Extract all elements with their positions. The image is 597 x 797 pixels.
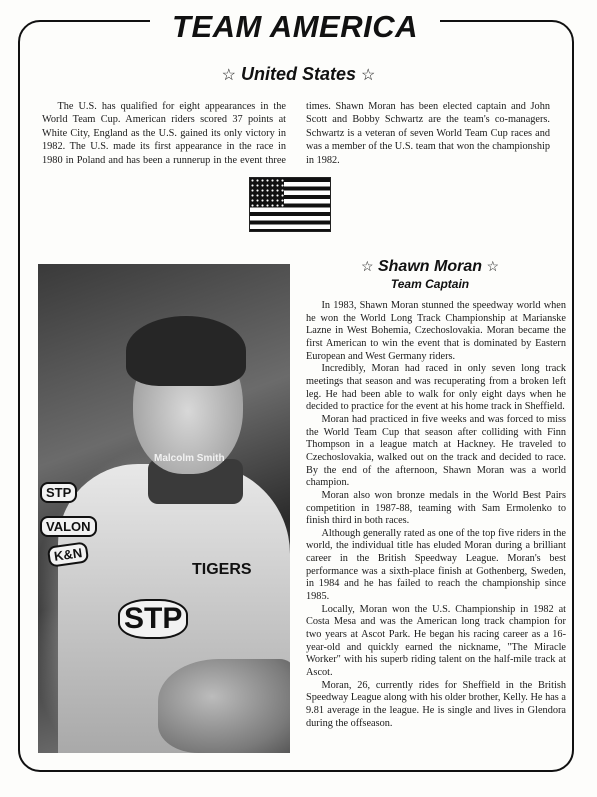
country-heading-text: United States xyxy=(240,64,357,84)
star-icon: ☆ xyxy=(360,258,374,274)
bio-paragraph: Moran had practiced in five weeks and was forced to miss the World Team Cup that season after colliding with Finn Thompson in a league match at Hackney. He traveled to Czechoslovakia, walked out on the track and decided to race. By the end of the afternoon, Shawn Moran was a world champion. xyxy=(306,413,566,489)
us-flag-icon xyxy=(249,177,331,232)
star-icon: ☆ xyxy=(221,67,236,84)
star-icon: ☆ xyxy=(361,67,376,84)
sponsor-logo: VALON xyxy=(40,516,97,537)
rider-hair xyxy=(126,316,246,386)
bio-paragraph: In 1983, Shawn Moran stunned the speedway world when he won the World Long Track Championship at Marianske Lazne in West Bohemia, Czechoslovakia. Moran became the first American to win the event that is dominated by Eastern European and West Germany riders. xyxy=(306,300,566,362)
profile-name-text: Shawn Moran xyxy=(377,258,482,275)
intro-paragraph: The U.S. has qualified for eight appearances in the World Team Cup. American riders scored 37 points at White City, England as the U.S. gained its only victory in 1982. The U.S. made its first appearance in the race in 1980 in Poland and has been a runnerup in the event three times. Shawn Moran has been elected captain and John Scott and Bobby Schwartz are the team's co-managers. Schwartz is a veteran of seven World Team Cup races and was a member of the U.S. team that won the championship in 1982. xyxy=(42,101,550,166)
helmet xyxy=(158,659,290,753)
intro-text xyxy=(42,100,550,167)
profile-name xyxy=(300,258,560,276)
bio-paragraph: Although generally rated as one of the top five riders in the world, the individual title has eluded Moran during a brilliant career in the British Speedway League. Moran's best performance was a sixth-place finish at Gothenberg, Sweden, in 1984 and he has failed to reach the championship since 1985. xyxy=(306,527,566,603)
sponsor-logo: TIGERS xyxy=(192,561,252,578)
bio-paragraph: Locally, Moran won the U.S. Championship in 1982 at Costa Mesa and was the American long track champion for two years at Ascot Park. He began his racing career as a 16-year-old and quickly earned the nickname, "The Miracle Worker" with his superb riding talent on the half-mile track at Ascot. xyxy=(306,603,566,679)
sponsor-logo: K&N xyxy=(47,541,90,567)
star-icon: ☆ xyxy=(486,258,500,274)
profile-header xyxy=(300,258,560,291)
rider-photo xyxy=(38,264,290,753)
bio-paragraph: Incredibly, Moran had raced in only seven long track meetings that season and was recuperating from a broken left leg. He had been able to walk for only eight days when he decided to practice for the event at his home track in Sheffield. xyxy=(306,363,566,413)
country-heading xyxy=(0,64,597,85)
sponsor-logo: STP xyxy=(118,599,188,639)
profile-bio xyxy=(306,300,566,730)
page-title: TEAM AMERICA xyxy=(150,6,440,48)
bio-paragraph: Moran also won bronze medals in the World Best Pairs competition in 1987-88, teaming with Sam Ermolenko to finish third in both races. xyxy=(306,489,566,527)
profile-role: Team Captain xyxy=(390,277,470,291)
sponsor-logo: STP xyxy=(40,482,77,503)
flag-canton xyxy=(250,178,284,207)
bio-paragraph: Moran, 26, currently rides for Sheffield in the British Speedway League along with his older brother, Kelly. He has a 9.81 average in the league. He is single and lives in Glendora during the offseason. xyxy=(306,679,566,729)
sponsor-logo: Malcolm Smith xyxy=(154,453,225,464)
